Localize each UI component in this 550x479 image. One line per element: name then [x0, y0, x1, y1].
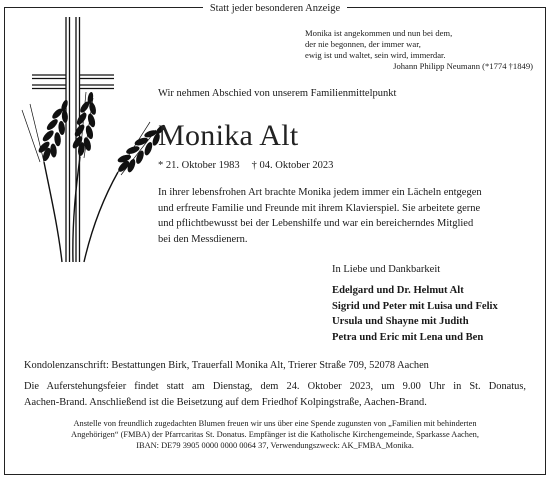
biography-line: In ihrer lebensfrohen Art brachte Monika jedem immer ein Lächeln entgegen: [158, 187, 482, 198]
death-date: † 04. Oktober 2023: [251, 160, 334, 171]
donation-note: [12, 418, 538, 451]
mourners-list: [332, 283, 498, 345]
mourner-entry: Petra und Eric mit Lena und Ben: [332, 331, 484, 343]
intro-text: Wir nehmen Abschied von unserem Familienmittelpunkt: [158, 88, 397, 99]
funeral-line: Aachen-Brand. Anschließend ist die Beisetzung auf dem Friedhof Kolpingstraße, Aachen-Brand.: [24, 396, 427, 408]
poem-line: ewig ist und waltet, sein wird, immerdar.: [305, 50, 446, 60]
poem-line: der nie begonnen, der immer war,: [305, 39, 421, 49]
mourner-entry: Sigrid und Peter mit Luisa und Felix: [332, 300, 498, 312]
life-dates: [158, 160, 333, 171]
donation-line: IBAN: DE79 3905 0000 0000 0064 37, Verwendungszweck: AK_FMBA_Monika.: [136, 441, 414, 450]
condolence-address: Kondolenzanschrift: Bestattungen Birk, Trauerfall Monika Alt, Trierer Straße 709, 52078 Aachen: [24, 360, 429, 371]
notice-heading: Statt jeder besonderen Anzeige: [203, 3, 347, 14]
mourner-entry: Ursula und Shayne mit Judith: [332, 316, 469, 328]
biography-line: bei den Messdienern.: [158, 233, 248, 245]
biography-line: und pflichtbewusst bei der Lebenshilfe und war ein bereicherndes Mitglied: [158, 218, 474, 230]
mourner-entry: Edelgard und Dr. Helmut Alt: [332, 285, 464, 296]
poem: [305, 28, 533, 72]
donation-line: Angehörigen“ (FMBA) der Pfarrcaritas St. Donatus. Empfänger ist die Katholische Kirchengemeinde, Sparkasse Aachen,: [71, 430, 479, 439]
poem-line: Monika ist angekommen und nun bei dem,: [305, 28, 453, 38]
closing-phrase: In Liebe und Dankbarkeit: [332, 264, 441, 275]
funeral-info: [24, 379, 526, 410]
deceased-name: Monika Alt: [158, 119, 299, 152]
biography: [158, 185, 538, 247]
donation-line: Anstelle von freundlich zugedachten Blumen freuen wir uns über eine Spende zugunsten von „Familien mit behinderten: [73, 419, 477, 428]
cross-with-wheat-icon: [0, 12, 165, 267]
funeral-line: Die Auferstehungsfeier findet statt am Dienstag, dem 24. Oktober 2023, um 9.00 Uhr in St. Donatus,: [24, 381, 526, 392]
poem-author: Johann Philipp Neumann (*1774 †1849): [393, 61, 533, 71]
biography-line: und erfreute Familie und Freunde mit ihrem Klavierspiel. Sie arbeitete gerne: [158, 202, 481, 214]
birth-date: * 21. Oktober 1983: [158, 160, 240, 171]
